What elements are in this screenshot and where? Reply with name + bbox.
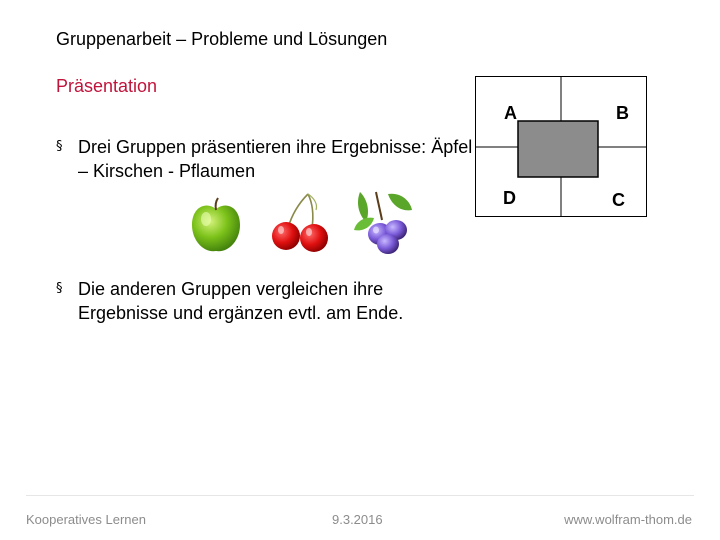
bullet-text: Die anderen Gruppen vergleichen ihre Ergebnisse und ergänzen evtl. am Ende. (78, 279, 404, 323)
footer-date: 9.3.2016 (332, 512, 383, 527)
plum-icon (354, 188, 414, 261)
bullet-marker: § (56, 281, 63, 296)
footer-course: Kooperatives Lernen (26, 512, 146, 527)
footer-website: www.wolfram-thom.de (564, 512, 692, 527)
bullet-text: Drei Gruppen präsentieren ihre Ergebnisse: Äpfel – Kirschen - Pflaumen (78, 137, 473, 181)
diagram-label-c: C (612, 190, 625, 210)
center-table (518, 121, 598, 177)
diagram-label-a: A (504, 103, 517, 123)
footer-divider (26, 495, 694, 496)
apple-icon (188, 195, 244, 260)
slide-subtitle: Präsentation (56, 76, 158, 96)
diagram-label-d: D (503, 188, 516, 208)
diagram-label-b: B (616, 103, 629, 123)
cherry-icon (270, 192, 330, 259)
bullet-marker: § (56, 139, 63, 154)
slide-title: Gruppenarbeit – Probleme und Lösungen (56, 29, 388, 49)
bullet-item (56, 277, 478, 325)
bullet-item (56, 135, 478, 183)
group-table-diagram (475, 76, 647, 217)
